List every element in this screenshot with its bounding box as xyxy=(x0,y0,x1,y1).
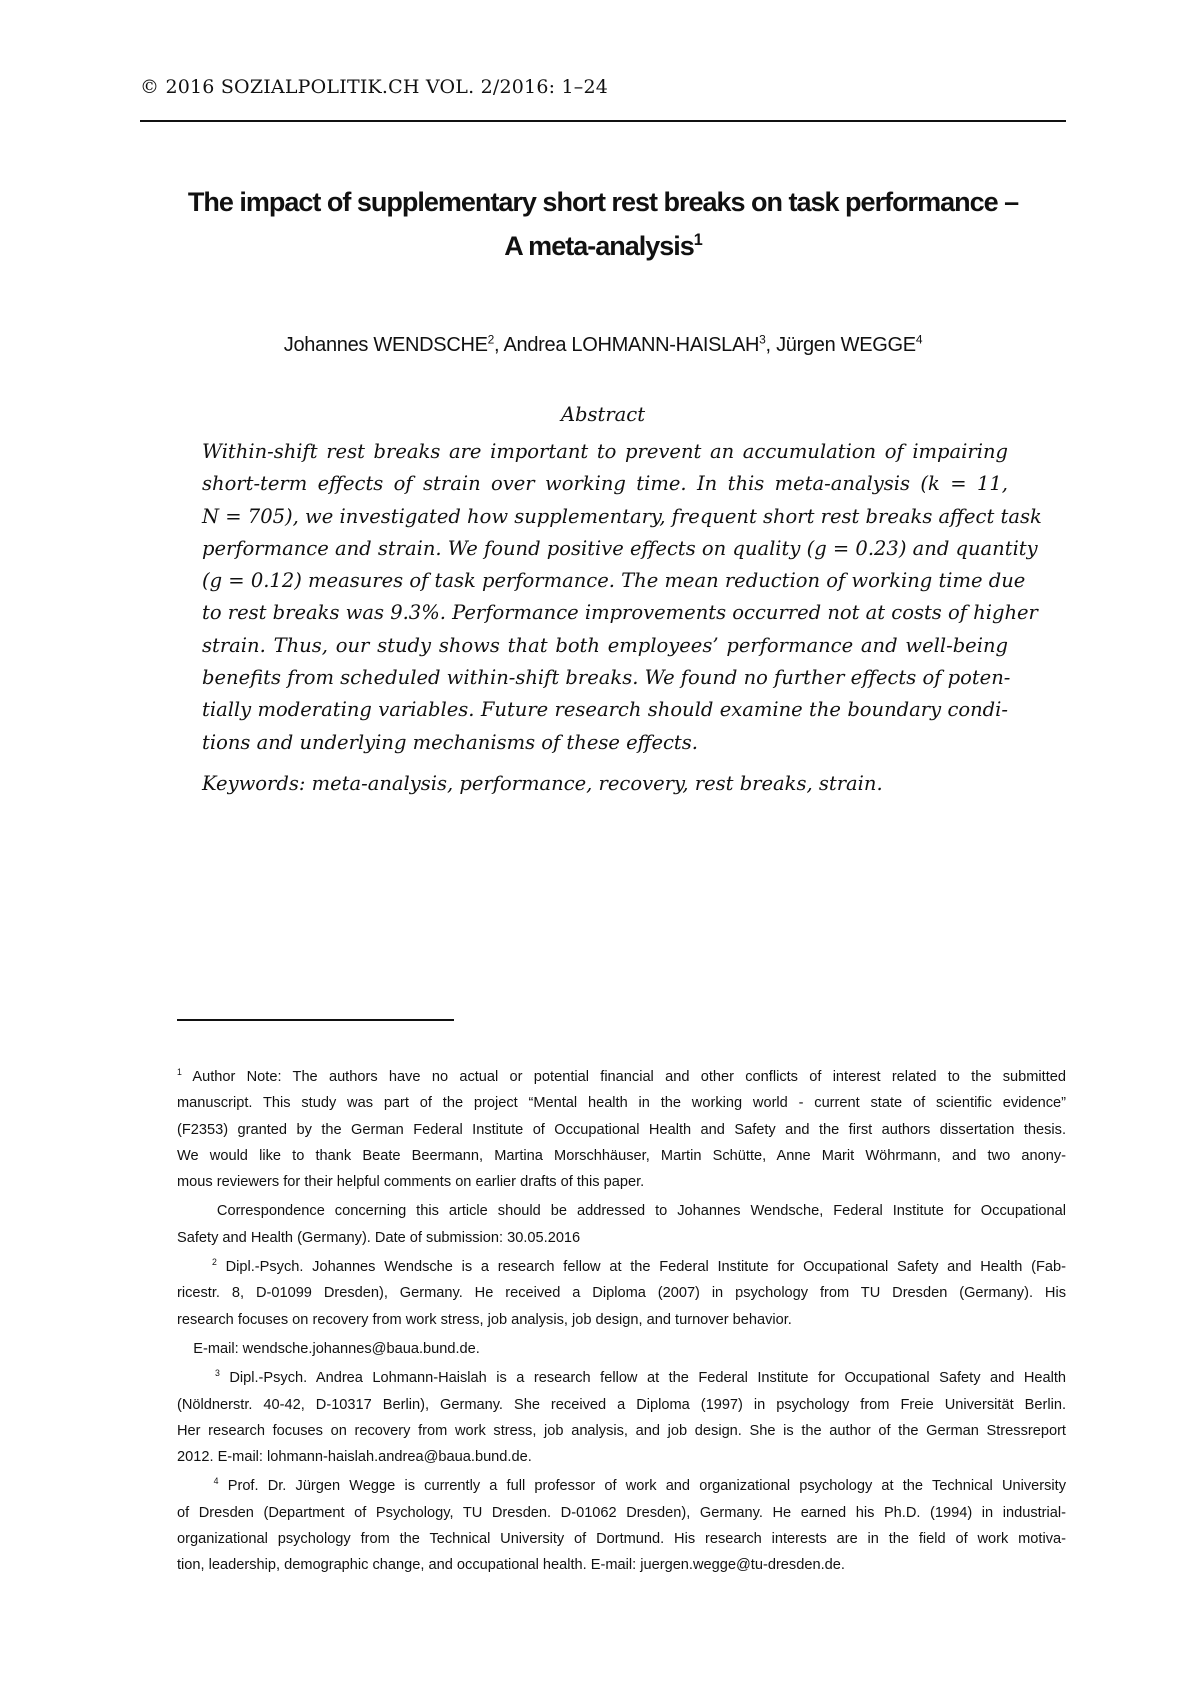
abstract-line: Within-shift rest breaks are important to prevent an accumulation of impairing xyxy=(202,440,1008,463)
correspondence-note xyxy=(177,1198,1066,1251)
footnote-mark: 4 xyxy=(213,1476,219,1487)
footnote-line: ricestr. 8, D-01099 Dresden), Germany. He received a Diploma (2007) in psychology from TU Dresden (Germany). His xyxy=(177,1285,1066,1302)
abstract-body xyxy=(202,436,1042,759)
journal-header: © 2016 SOZIALPOLITIK.CH VOL. 2/2016: 1–24 xyxy=(140,76,609,98)
author-footnote-mark[interactable]: 4 xyxy=(915,332,923,347)
footnote-text: Author Note: The authors have no actual or potential financial and other conflicts of interest related to the submitted xyxy=(192,1069,1067,1085)
footnote-rule xyxy=(177,1019,454,1021)
footnote-text: Dipl.-Psych. Andrea Lohmann-Haislah is a research fellow at the Federal Institute for Occupational Safety and Health xyxy=(229,1370,1067,1387)
footnote-mark: 1 xyxy=(177,1067,182,1078)
keywords: Keywords: meta-analysis, performance, recovery, rest breaks, strain. xyxy=(202,772,883,795)
footnote-line xyxy=(177,1254,1066,1280)
header-rule xyxy=(140,120,1066,122)
title-line-2 xyxy=(140,224,1066,268)
author-name: Jürgen WEGGE xyxy=(776,334,916,356)
author-name: Johannes WENDSCHE xyxy=(283,334,488,356)
footnote-1 xyxy=(177,1064,1066,1195)
footnotes xyxy=(177,1064,1066,1579)
footnote-line xyxy=(177,1064,1066,1090)
footnote-email xyxy=(177,1336,1066,1362)
abstract-line: N = 705), we investigated how supplementary, frequent short rest breaks affect task xyxy=(202,504,1042,528)
abstract-line: to rest breaks was 9.3%. Performance improvements occurred not at costs of higher xyxy=(202,601,1038,625)
email-link[interactable]: E-mail: wendsche.johannes@baua.bund.de. xyxy=(193,1340,480,1357)
footnote-text: Dipl.-Psych. Johannes Wendsche is a research fellow at the Federal Institute for Occupational Safety and Health (Fab- xyxy=(225,1259,1067,1276)
footnote-line: organizational psychology from the Technical University of Dortmund. His research interests are in the field of work motiva- xyxy=(177,1531,1066,1548)
footnote-4 xyxy=(177,1473,1066,1578)
author-footnote-mark[interactable]: 2 xyxy=(487,332,495,347)
author-list: Johannes WENDSCHE$^2$, Andrea LOHMANN-HAISLAH$^3$, Jürgen WEGGE$^4$ xyxy=(283,332,923,356)
abstract-line: performance and strain. We found positive effects on quality (g = 0.23) and quantity xyxy=(202,536,1038,560)
author-footnote-mark[interactable]: 3 xyxy=(759,332,766,347)
paper-title xyxy=(140,180,1066,268)
footnote-line: of Dresden (Department of Psychology, TU Dresden. D-01062 Dresden), Germany. He earned his Ph.D. (1994) in industrial- xyxy=(177,1504,1066,1521)
title-line-2-text: A meta-analysis xyxy=(504,231,694,261)
footnote-3 xyxy=(177,1365,1066,1470)
abstract-line: short-term effects of strain over working time. In this meta-analysis (k = 11, xyxy=(202,472,1008,496)
footnote-2 xyxy=(177,1254,1066,1362)
author-name: Andrea LOHMANN-HAISLAH xyxy=(503,334,760,356)
footnote-line: manuscript. This study was part of the project “Mental health in the working world - current state of scientific evidence” xyxy=(177,1095,1066,1112)
footnote-line xyxy=(177,1365,1066,1391)
footnote-line: mous reviewers for their helpful comments on earlier drafts of this paper. xyxy=(177,1174,645,1191)
footnote-line: research focuses on recovery from work stress, job analysis, job design, and turnover behavior. xyxy=(177,1311,792,1328)
abstract-line: (g = 0.12) measures of task performance. The mean reduction of working time due xyxy=(202,569,1026,593)
footnote-line xyxy=(177,1473,1066,1499)
footnote-line: We would like to thank Beate Beermann, Martina Morschhäuser, Martin Schütte, Anne Marit Wöhrmann, and two anony- xyxy=(177,1147,1066,1164)
abstract-line: strain. Thus, our study shows that both employees’ performance and well-being xyxy=(202,633,1008,657)
title-line-1: The impact of supplementary short rest breaks on task performance – xyxy=(187,187,1019,217)
footnote-text: Prof. Dr. Jürgen Wegge is currently a full professor of work and organizational psychology at the Technical University xyxy=(227,1478,1067,1495)
footnote-line xyxy=(177,1198,1066,1224)
abstract-heading: Abstract xyxy=(560,403,646,426)
footnote-mark: 3 xyxy=(214,1368,220,1379)
abstract-line: tions and underlying mechanisms of these effects. xyxy=(202,730,698,754)
abstract-line: benefits from scheduled within-shift breaks. We found no further effects of poten- xyxy=(202,666,1011,690)
footnote-text: Correspondence concerning this article should be addressed to Johannes Wendsche, Federal Institute for Occupational xyxy=(216,1203,1066,1220)
footnote-line: Her research focuses on recovery from work stress, job analysis, and job design. She is the author of the German Stressreport xyxy=(177,1422,1066,1439)
footnote-line: (Nöldnerstr. 40-42, D-10317 Berlin), Germany. She received a Diploma (1997) in psychology from Freie Universität Berlin. xyxy=(177,1396,1066,1413)
footnote-line: 2012. E-mail: lohmann-haislah.andrea@baua.bund.de. xyxy=(177,1449,532,1466)
title-footnote-mark[interactable]: 1 xyxy=(693,231,702,249)
footnote-line: (F2353) granted by the German Federal Institute of Occupational Health and Safety and the first authors dissertation thesis. xyxy=(177,1121,1066,1138)
footnote-line: tion, leadership, demographic change, and occupational health. E-mail: juergen.wegge@tu-dresden.de. xyxy=(177,1557,845,1574)
footnote-mark: 2 xyxy=(211,1257,217,1268)
footnote-line: Safety and Health (Germany). Date of submission: 30.05.2016 xyxy=(177,1229,581,1246)
abstract-line: tially moderating variables. Future research should examine the boundary condi- xyxy=(202,698,1008,722)
